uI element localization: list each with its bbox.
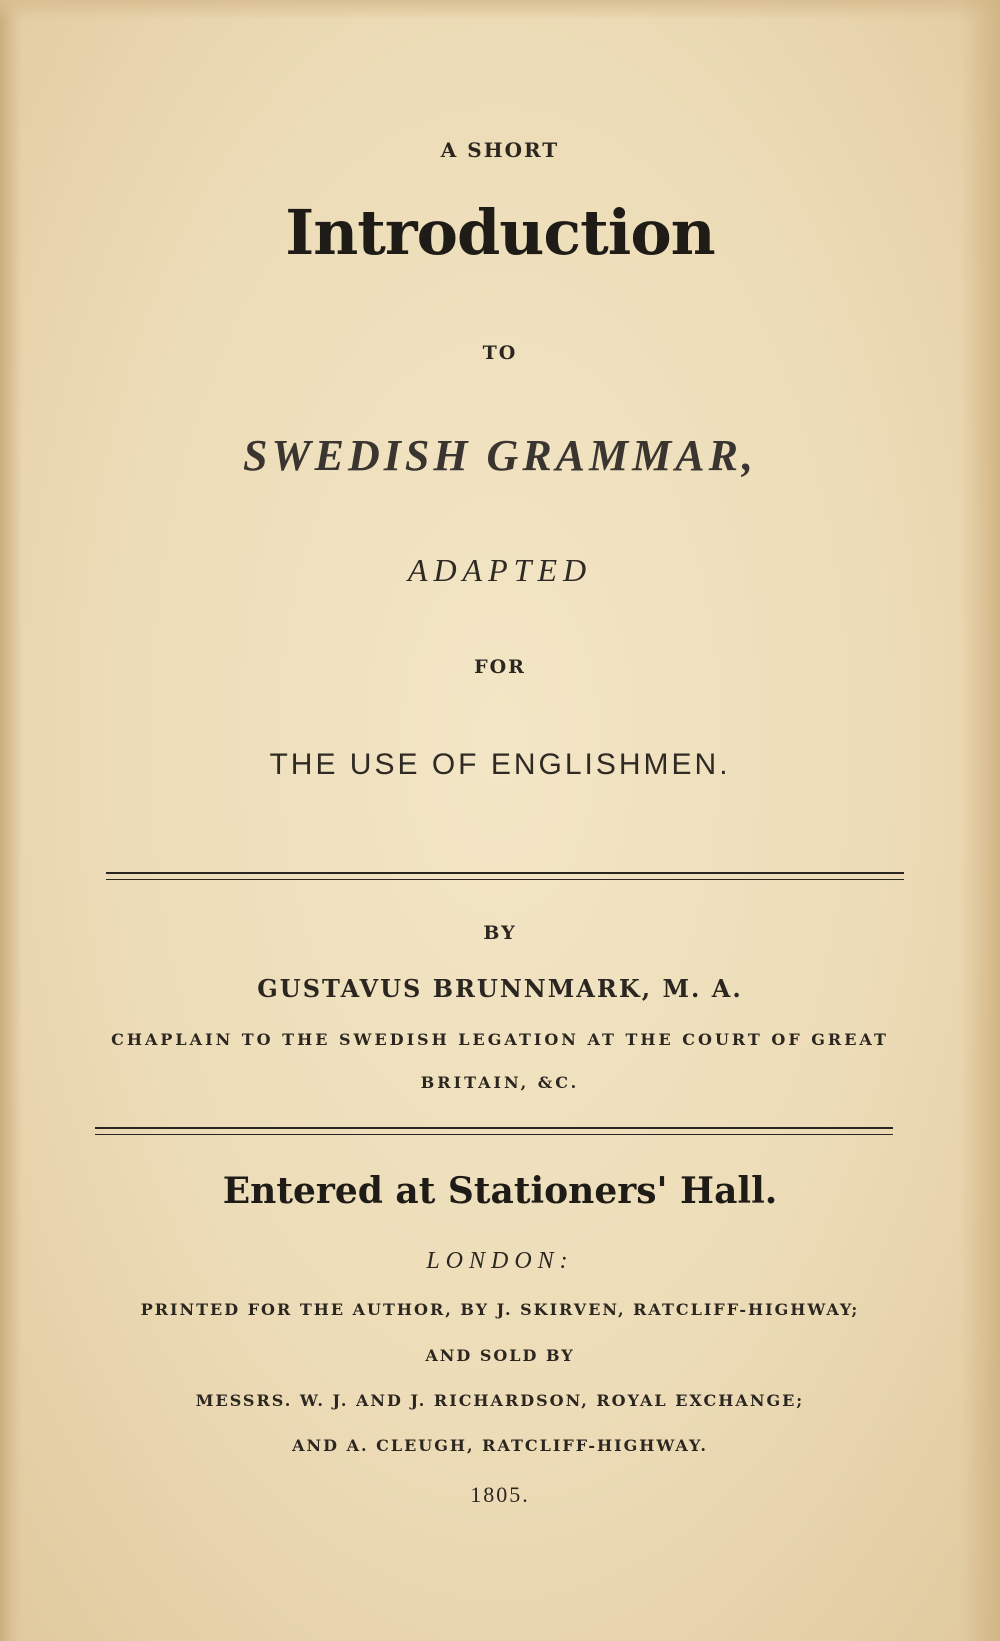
author-name: GUSTAVUS BRUNNMARK, M. A.: [257, 974, 743, 1003]
imprint-year: 1805.: [470, 1482, 530, 1507]
subtitle-to: TO: [482, 342, 518, 364]
subtitle-use-of-englishmen: THE USE OF ENGLISHMEN.: [269, 748, 731, 781]
title-swedish-grammar: SWEDISH GRAMMAR,: [243, 431, 757, 480]
imprint-printer: PRINTED FOR THE AUTHOR, BY J. SKIRVEN, RATCLIFF-HIGHWAY;: [140, 1300, 860, 1319]
author-position-line-1: CHAPLAIN TO THE SWEDISH LEGATION AT THE COURT OF GREAT: [111, 1030, 889, 1049]
byline-by: BY: [483, 922, 517, 944]
subtitle-for: FOR: [474, 656, 526, 678]
entered-at-stationers-hall: Entered at Stationers' Hall.: [222, 1170, 778, 1212]
divider-rule-1a: [106, 872, 904, 874]
divider-rule-1b: [106, 879, 904, 880]
divider-rule-2a: [95, 1127, 893, 1129]
subtitle-adapted: ADAPTED: [407, 552, 593, 588]
imprint-sold-by: AND SOLD BY: [425, 1346, 575, 1365]
author-position-line-2: BRITAIN, &C.: [420, 1073, 580, 1092]
divider-rule-2b: [95, 1134, 893, 1135]
imprint-seller-2: AND A. CLEUGH, RATCLIFF-HIGHWAY.: [292, 1436, 708, 1455]
imprint-city: LONDON:: [426, 1248, 574, 1274]
paper-edge-top: [0, 0, 1000, 20]
subtitle-a-short: A SHORT: [440, 138, 560, 162]
imprint-seller-1: MESSRS. W. J. AND J. RICHARDSON, ROYAL EXCHANGE;: [195, 1391, 805, 1410]
title-introduction: Introduction: [285, 196, 715, 269]
